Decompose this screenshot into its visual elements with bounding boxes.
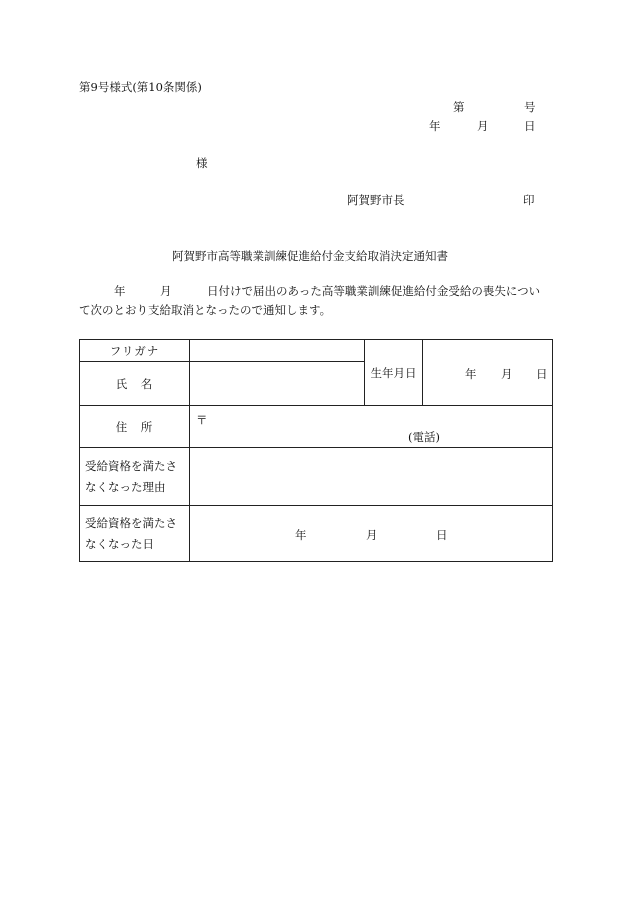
issue-date-day: 日 <box>524 119 536 133</box>
reason-label-line1: 受給資格を満たさ <box>85 458 177 473</box>
notification-form-table <box>79 339 553 562</box>
lost-date-label <box>80 506 190 562</box>
name-value-cell[interactable] <box>190 362 365 406</box>
birthdate-value-cell[interactable] <box>423 340 553 406</box>
table-row <box>80 506 553 562</box>
address-value-cell[interactable] <box>190 406 553 448</box>
body-text-line1: 日付けで届出のあった高等職業訓練促進給付金受給の喪失につい <box>207 284 541 298</box>
reason-label-line2: なくなった理由 <box>85 479 166 494</box>
table-row <box>80 448 553 506</box>
table-row <box>80 340 553 362</box>
doc-number-suffix: 号 <box>524 100 536 114</box>
document-title: 阿賀野市高等職業訓練促進給付金支給取消決定通知書 <box>172 249 448 263</box>
birthdate-label: 生年月日 <box>365 340 423 406</box>
issuer-name: 阿賀野市長 <box>347 193 405 207</box>
table-row <box>80 406 553 448</box>
furigana-label: フリガナ <box>80 340 190 362</box>
birth-day: 日 <box>536 367 548 381</box>
body-year: 年 <box>114 284 126 298</box>
lost-day: 日 <box>436 528 448 542</box>
reason-label <box>80 448 190 506</box>
reason-value-cell[interactable] <box>190 448 553 506</box>
lost-date-label-line1: 受給資格を満たさ <box>85 515 177 530</box>
addressee-honorific: 様 <box>196 156 208 170</box>
lost-month: 月 <box>366 528 378 542</box>
lost-year: 年 <box>295 528 307 542</box>
body-text-line2: て次のとおり支給取消となったので通知します。 <box>79 303 332 317</box>
issue-date-month: 月 <box>477 119 489 133</box>
phone-label: (電話) <box>408 430 440 444</box>
address-label: 住 所 <box>80 406 190 448</box>
lost-date-value-cell[interactable] <box>190 506 553 562</box>
body-month: 月 <box>160 284 172 298</box>
postal-mark: 〒 <box>196 413 208 427</box>
birth-month: 月 <box>501 367 513 381</box>
furigana-value-cell[interactable] <box>190 340 365 362</box>
name-label: 氏 名 <box>80 362 190 406</box>
issuer-seal: 印 <box>523 193 535 207</box>
issue-date-year: 年 <box>429 119 441 133</box>
form-number: 第9号様式(第10条関係) <box>79 80 202 94</box>
birth-year: 年 <box>465 367 477 381</box>
lost-date-label-line2: なくなった日 <box>85 536 154 551</box>
doc-number-prefix: 第 <box>453 100 465 114</box>
